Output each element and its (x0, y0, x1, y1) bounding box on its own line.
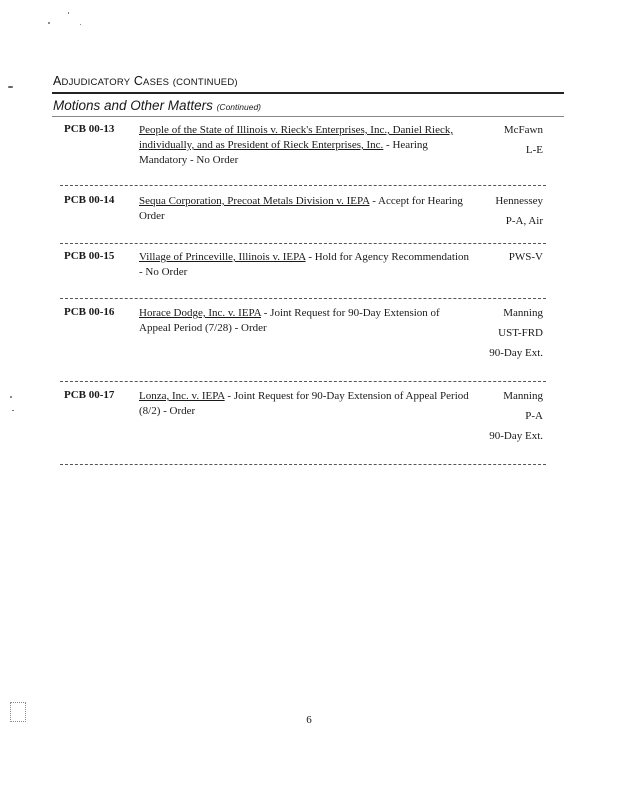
case-assignment (462, 247, 543, 267)
assignment-line: PWS-V (508, 251, 543, 263)
scan-speck (48, 22, 50, 24)
assignment-line: P-A, Air (505, 215, 543, 227)
header-rule (52, 92, 564, 94)
assignment-line: McFawn (503, 124, 543, 136)
case-action: - Joint Request for 90-Day Extension of Appeal Period (8/2) - Order (139, 390, 469, 417)
assignment-line: Hennessey (495, 195, 543, 207)
subheader-rule (52, 116, 564, 117)
page-number: 6 (306, 714, 312, 726)
scan-speck (8, 86, 13, 88)
case-action: - Hearing Mandatory - No Order (139, 139, 428, 166)
case-title: Lonza, Inc. v. IEPA (139, 390, 225, 402)
section-header-word: DJUDICATORY (61, 77, 131, 88)
case-description (139, 250, 469, 280)
section-header (53, 74, 238, 88)
case-number: PCB 00-13 (64, 123, 115, 135)
subheader-title: Motions and Other Matters (53, 98, 213, 113)
scan-speck (80, 24, 81, 25)
case-title: Horace Dodge, Inc. v. IEPA (139, 307, 261, 319)
assignment-line: 90-Day Ext. (489, 347, 543, 359)
row-divider (60, 185, 546, 186)
assignment-line: UST-FRD (498, 327, 543, 339)
case-action: - Joint Request for 90-Day Extension of Appeal Period (7/28) - Order (139, 307, 440, 334)
case-assignment (462, 386, 543, 446)
scan-speck (10, 396, 12, 398)
subheader-continued: (Continued) (216, 102, 262, 112)
case-description (139, 306, 469, 336)
assignment-line: Manning (503, 307, 543, 319)
case-title: Village of Princeville, Illinois v. IEPA (139, 251, 306, 263)
section-header-initial: C (133, 74, 144, 88)
subheader (53, 98, 261, 113)
assignment-line: 90-Day Ext. (489, 430, 543, 442)
row-divider (60, 243, 546, 244)
scan-speck (12, 410, 14, 411)
case-number: PCB 00-16 (64, 306, 115, 318)
section-header-initial: A (53, 74, 62, 88)
case-title: People of the State of Illinois v. Rieck's Enterprises, Inc., Daniel Rieck, individually, and as President of Rieck Enterprises, Inc. (139, 124, 454, 151)
case-action: - Hold for Agency Recommendation - No Order (139, 251, 470, 278)
case-title: Sequa Corporation, Precoat Metals Division v. IEPA (139, 195, 370, 207)
assignment-line: P-A (525, 410, 543, 422)
row-divider (60, 298, 546, 299)
case-number: PCB 00-14 (64, 194, 115, 206)
section-header-word: ASES (143, 77, 170, 88)
case-description (139, 194, 469, 224)
row-divider (60, 464, 546, 465)
scan-speck (68, 12, 69, 14)
section-header-continued: (CONTINUED) (172, 77, 238, 88)
case-number: PCB 00-17 (64, 389, 115, 401)
case-description (139, 389, 469, 419)
case-number: PCB 00-15 (64, 250, 115, 262)
case-assignment (462, 303, 543, 363)
case-description (139, 123, 469, 168)
row-divider (60, 381, 546, 382)
case-assignment (462, 120, 543, 160)
assignment-line: Manning (503, 390, 543, 402)
assignment-line: L-E (525, 144, 543, 156)
case-assignment (462, 191, 543, 231)
case-action: - Accept for Hearing Order (139, 195, 463, 222)
